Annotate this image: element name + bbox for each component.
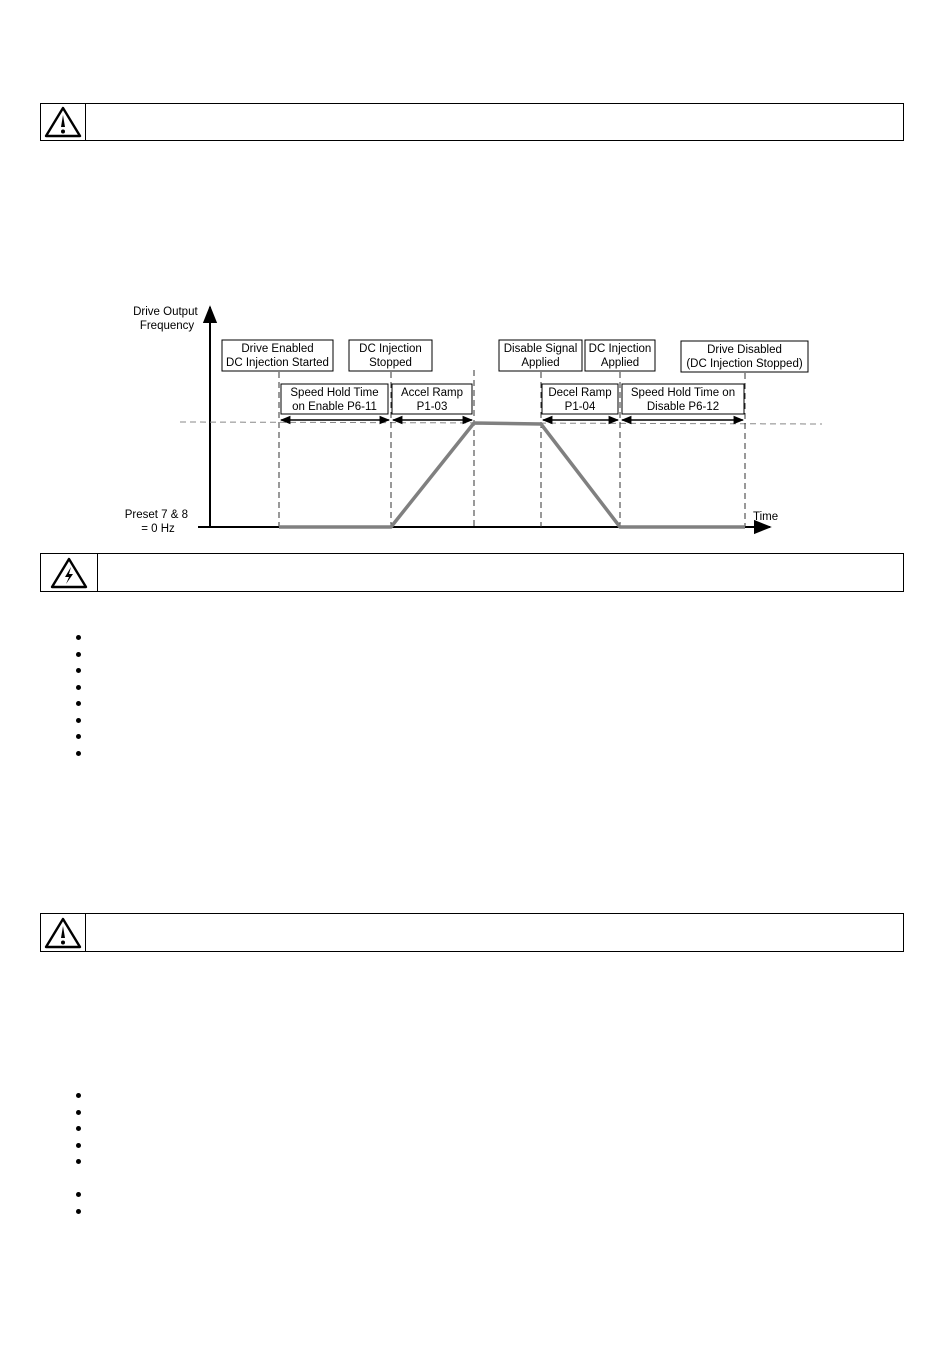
- list-item: [76, 1120, 92, 1137]
- event-box-drive-enabled: [222, 340, 333, 371]
- svg-text:Decel RampP1-04: Decel Ramp P1-04: [548, 387, 612, 413]
- svg-text:Drive Disabled(DC Injection St: Drive Disabled (DC Injection Stopped): [686, 344, 803, 370]
- list-item: [76, 728, 92, 745]
- svg-text:Speed Hold Time onDisable P6-1: Speed Hold Time on Disable P6-12: [630, 387, 736, 413]
- event-box-dc-injection-applied: [585, 340, 655, 371]
- bullet-list-2: [76, 1087, 92, 1219]
- list-item: [76, 679, 92, 696]
- svg-text:Speed Hold Timeon Enable P6-11: Speed Hold Time on Enable P6-11: [290, 387, 379, 413]
- caution-exclamation-icon: [41, 914, 86, 951]
- origin-label: Preset 7 & 8 = 0 Hz: [124, 509, 189, 535]
- y-axis-label: Drive Output Frequency: [133, 306, 198, 332]
- frequency-profile: [279, 423, 745, 527]
- bullet-list-1: [76, 629, 92, 761]
- event-box-disable-signal-applied: [499, 340, 582, 371]
- svg-text:DC InjectionStopped: DC Injection Stopped: [359, 343, 422, 369]
- event-box-drive-disabled: [681, 341, 808, 372]
- event-box-dc-injection-stopped: [349, 340, 432, 371]
- svg-text:Accel RampP1-03: Accel Ramp P1-03: [401, 387, 463, 413]
- list-item: [76, 712, 92, 729]
- warning-text-2: [97, 554, 105, 591]
- list-item: [76, 1186, 92, 1203]
- svg-text:Drive EnabledDC Injection Star: Drive Enabled DC Injection Started: [226, 343, 329, 369]
- warning-text-3: [85, 914, 93, 951]
- list-item: [76, 1137, 92, 1154]
- list-item: [76, 629, 92, 646]
- list-item: [76, 695, 92, 712]
- list-item: [76, 662, 92, 679]
- svg-text:Disable SignalApplied: Disable Signal Applied: [503, 343, 578, 369]
- electric-shock-icon: [41, 554, 98, 591]
- list-item: [76, 1153, 92, 1186]
- list-item: [76, 1203, 92, 1220]
- dc-injection-timing-diagram: [0, 295, 950, 545]
- list-item: [76, 646, 92, 663]
- warning-box-3: [40, 913, 904, 952]
- list-item: [76, 745, 92, 762]
- phase-box-speed-hold-disable: [622, 384, 744, 414]
- phase-box-accel-ramp: [392, 384, 472, 414]
- warning-box-1: [40, 103, 904, 141]
- phase-box-decel-ramp: [542, 384, 618, 414]
- caution-exclamation-icon: [41, 104, 86, 140]
- svg-text:DC InjectionApplied: DC Injection Applied: [588, 343, 652, 369]
- phase-box-speed-hold-enable: [281, 384, 388, 414]
- x-axis-label: Time: [753, 511, 779, 523]
- list-item: [76, 1087, 92, 1104]
- warning-text-1: [85, 104, 93, 140]
- list-item: [76, 1104, 92, 1121]
- warning-box-2: [40, 553, 904, 592]
